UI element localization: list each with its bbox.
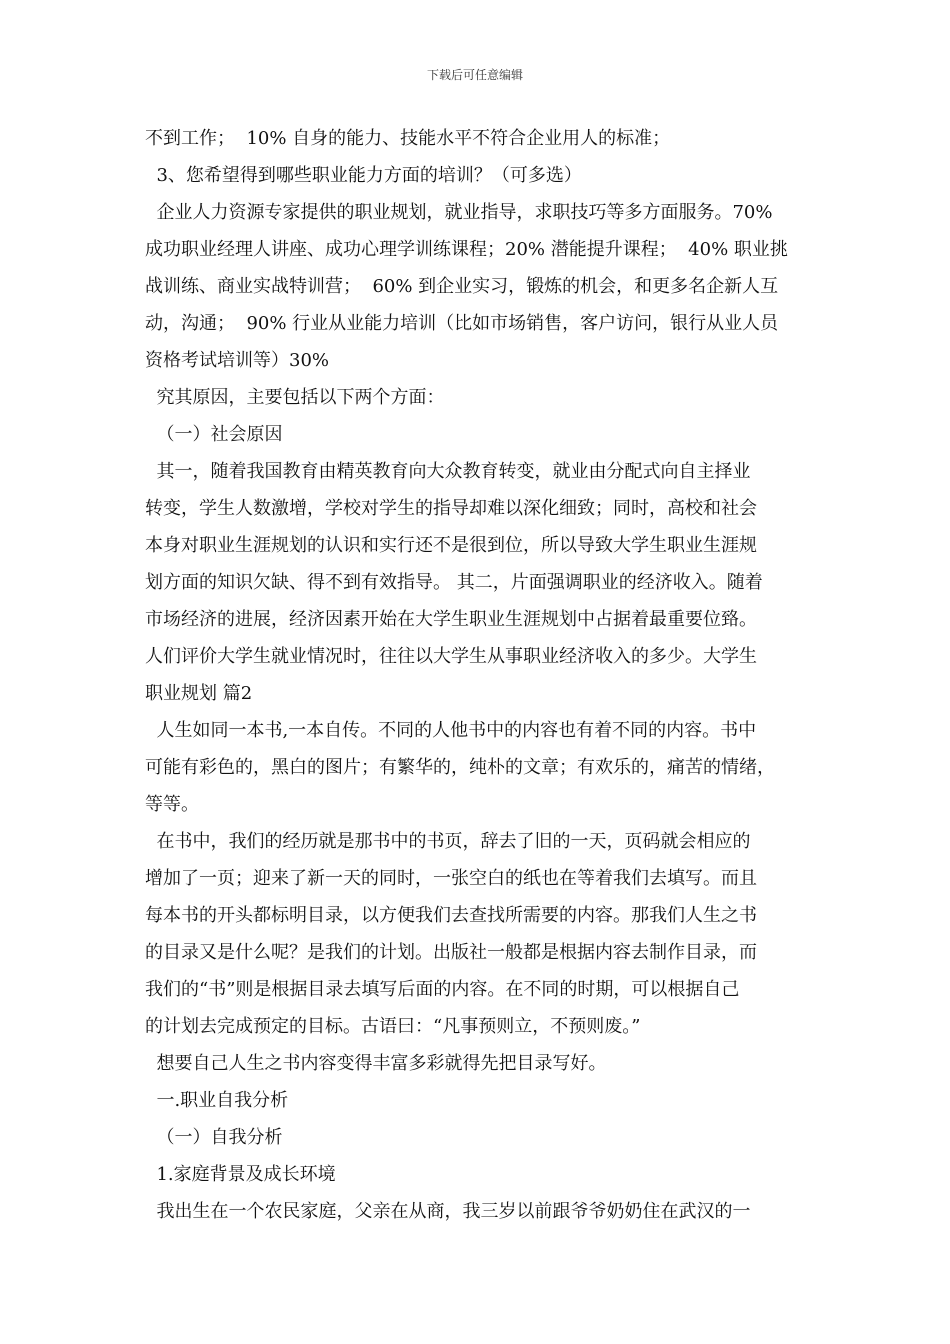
document-body <box>145 120 815 1230</box>
text-line: 我出生在一个农民家庭，父亲在从商，我三岁以前跟爷爷奶奶住在武汉的一 <box>145 1201 751 1222</box>
text-line: 等等。 <box>145 794 199 815</box>
text-line: 市场经济的进展，经济因素开始在大学生职业生涯规划中占据着最重要位臵。 <box>145 609 757 630</box>
text-line: 其一，随着我国教育由精英教育向大众教育转变，就业由分配式向自主择业 <box>145 461 751 482</box>
section-heading: （一）自我分析 <box>145 1127 283 1148</box>
text-line: 3、您希望得到哪些职业能力方面的培训？（可多选） <box>145 165 582 186</box>
text-line: 在书中，我们的经历就是那书中的书页，辞去了旧的一天，页码就会相应的 <box>145 831 751 852</box>
text-line: 每本书的开头都标明目录，以方便我们去查找所需要的内容。那我们人生之书 <box>145 905 757 926</box>
text-line: 我们的“书”则是根据目录去填写后面的内容。在不同的时期，可以根据自己 <box>145 979 740 1000</box>
section-heading: 1.家庭背景及成长环境 <box>145 1164 336 1185</box>
text-line: 成功职业经理人讲座、成功心理学训练课程；20% 潜能提升课程； 40% 职业挑 <box>145 239 788 260</box>
section-heading: 一.职业自我分析 <box>145 1090 289 1111</box>
text-line: 不到工作； 10% 自身的能力、技能水平不符合企业用人的标准； <box>145 128 671 149</box>
text-line: 人们评价大学生就业情况时，往往以大学生从事职业经济收入的多少。大学生 <box>145 646 757 667</box>
text-line: 职业规划 篇2 <box>145 683 253 704</box>
text-line: 动，沟通； 90% 行业从业能力培训（比如市场销售，客户访问，银行从业人员 <box>145 313 779 334</box>
text-line: 的计划去完成预定的目标。古语曰：“凡事预则立，不预则废。” <box>145 1016 641 1037</box>
text-line: 战训练、商业实战特训营； 60% 到企业实习，锻炼的机会，和更多名企新人互 <box>145 276 779 297</box>
text-line: 人生如同一本书,一本自传。不同的人他书中的内容也有着不同的内容。书中 <box>145 720 757 741</box>
text-line: 企业人力资源专家提供的职业规划，就业指导，求职技巧等多方面服务。70% <box>145 202 773 223</box>
text-line: 本身对职业生涯规划的认识和实行还不是很到位，所以导致大学生职业生涯规 <box>145 535 757 556</box>
text-line: 增加了一页；迎来了新一天的同时，一张空白的纸也在等着我们去填写。而且 <box>145 868 757 889</box>
text-line: 转变，学生人数激增，学校对学生的指导却难以深化细致；同时，高校和社会 <box>145 498 757 519</box>
text-line: 划方面的知识欠缺、得不到有效指导。 其二，片面强调职业的经济收入。随着 <box>145 572 763 593</box>
section-heading: （一）社会原因 <box>145 424 283 445</box>
text-line: 资格考试培训等）30% <box>145 350 330 371</box>
text-line: 的目录又是什么呢？是我们的计划。出版社一般都是根据内容去制作目录，而 <box>145 942 757 963</box>
text-line: 想要自己人生之书内容变得丰富多彩就得先把目录写好。 <box>145 1053 607 1074</box>
text-line: 可能有彩色的，黑白的图片；有繁华的，纯朴的文章；有欢乐的，痛苦的情绪， <box>145 757 775 778</box>
text-line: 究其原因，主要包括以下两个方面： <box>145 387 445 408</box>
page-header: 下载后可任意编辑 <box>426 68 523 82</box>
